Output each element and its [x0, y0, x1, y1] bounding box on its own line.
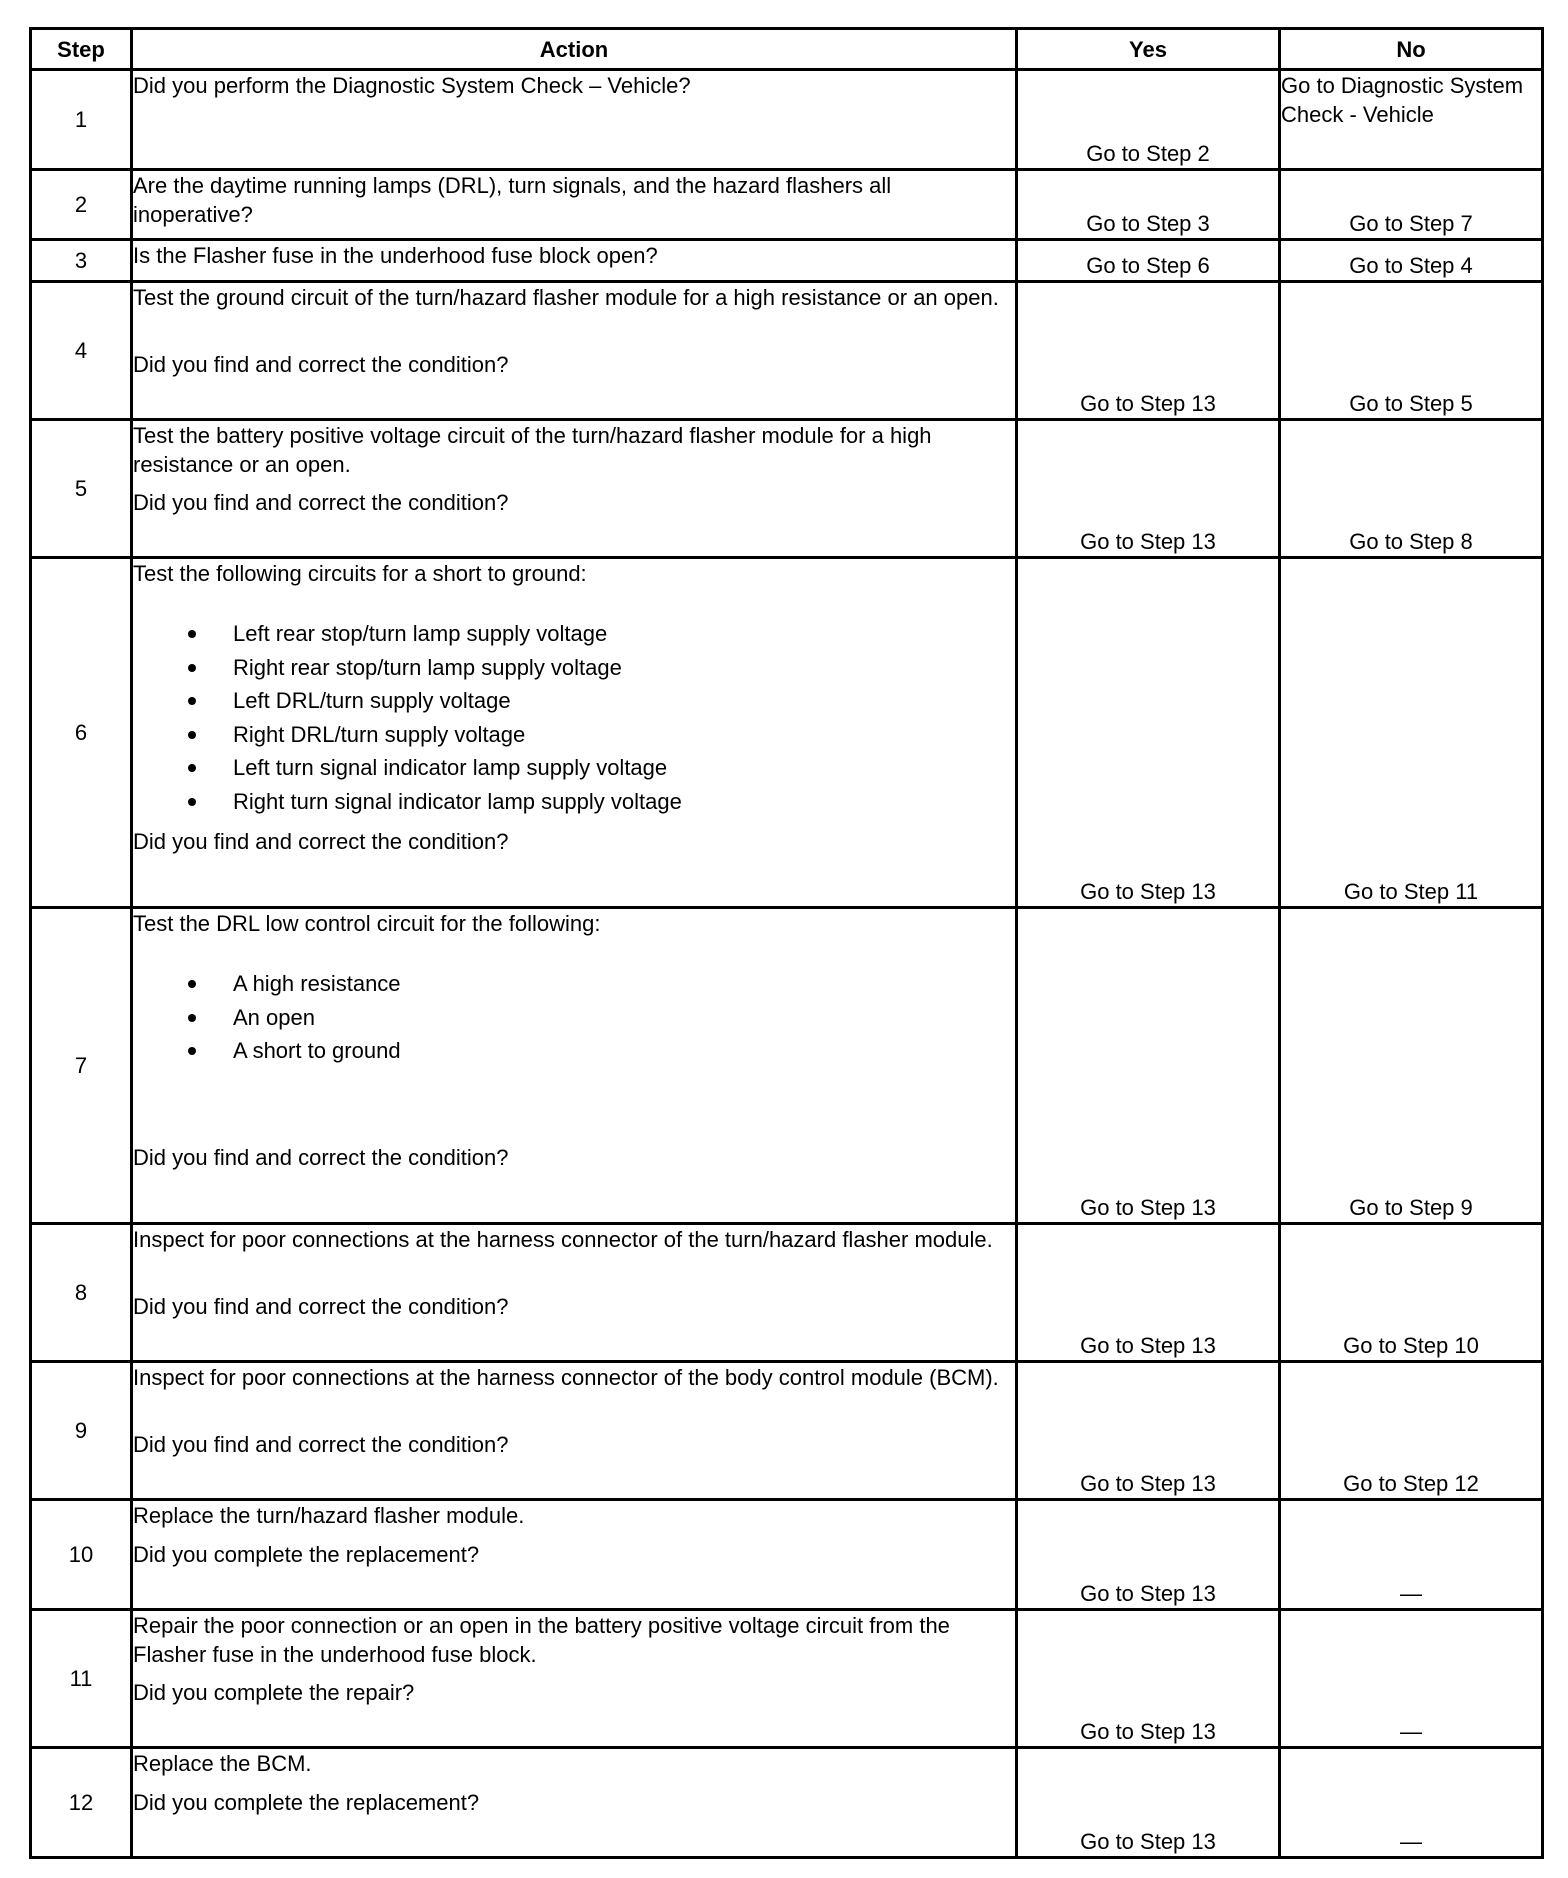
no-cell: — [1280, 1748, 1543, 1858]
action-question: Did you find and correct the condition? [133, 1432, 509, 1457]
table-row [31, 1610, 1543, 1748]
step-number: 10 [31, 1500, 132, 1610]
step-number: 4 [31, 282, 132, 420]
header-yes: Yes [1017, 29, 1280, 70]
table-row [31, 908, 1543, 1224]
action-cell [132, 420, 1017, 558]
step-number: 7 [31, 908, 132, 1224]
yes-cell: Go to Step 13 [1017, 1500, 1280, 1610]
list-item: A high resistance [133, 967, 1015, 1001]
action-cell [132, 908, 1017, 1224]
table-row [31, 1362, 1543, 1500]
header-row [31, 29, 1543, 70]
table-row [31, 240, 1543, 282]
diagnostic-table [29, 27, 1544, 1859]
action-text: Inspect for poor connections at the harness connector of the turn/hazard flasher module. [133, 1227, 993, 1252]
yes-cell: Go to Step 13 [1017, 1610, 1280, 1748]
no-cell: Go to Step 10 [1280, 1224, 1543, 1362]
action-cell [132, 1224, 1017, 1362]
action-cell [132, 1610, 1017, 1748]
step-number: 11 [31, 1610, 132, 1748]
no-cell: Go to Diagnostic System Check - Vehicle [1280, 70, 1543, 170]
step-number: 2 [31, 170, 132, 240]
yes-cell: Go to Step 13 [1017, 1748, 1280, 1858]
yes-cell: Go to Step 3 [1017, 170, 1280, 240]
action-text: Is the Flasher fuse in the underhood fuse block open? [133, 243, 658, 268]
action-question: Did you complete the repair? [133, 1680, 415, 1705]
yes-cell: Go to Step 13 [1017, 558, 1280, 908]
no-cell: Go to Step 12 [1280, 1362, 1543, 1500]
no-cell: — [1280, 1500, 1543, 1610]
action-cell [132, 70, 1017, 170]
bullet-list [133, 617, 1015, 827]
list-item: An open [133, 1001, 1015, 1035]
yes-cell: Go to Step 13 [1017, 908, 1280, 1224]
step-number: 5 [31, 420, 132, 558]
step-number: 12 [31, 1748, 132, 1858]
list-item: Left DRL/turn supply voltage [133, 684, 1015, 718]
bullet-list [133, 967, 1015, 1143]
action-question: Did you find and correct the condition? [133, 1145, 509, 1170]
action-cell [132, 282, 1017, 420]
table-row [31, 282, 1543, 420]
header-action: Action [132, 29, 1017, 70]
action-cell [132, 240, 1017, 282]
table-row [31, 1224, 1543, 1362]
list-item: Left rear stop/turn lamp supply voltage [133, 617, 1015, 651]
no-cell: Go to Step 9 [1280, 908, 1543, 1224]
action-text: Are the daytime running lamps (DRL), turn signals, and the hazard flashers all inoperative? [133, 173, 892, 227]
action-text: Replace the BCM. [133, 1751, 312, 1776]
yes-cell: Go to Step 2 [1017, 70, 1280, 170]
action-question: Did you find and correct the condition? [133, 829, 509, 854]
no-cell: Go to Step 8 [1280, 420, 1543, 558]
action-cell [132, 1748, 1017, 1858]
list-item: Right rear stop/turn lamp supply voltage [133, 651, 1015, 685]
yes-cell: Go to Step 13 [1017, 1362, 1280, 1500]
table-row [31, 1500, 1543, 1610]
action-text: Test the ground circuit of the turn/hazard flasher module for a high resistance or an open. [133, 285, 999, 310]
yes-cell: Go to Step 6 [1017, 240, 1280, 282]
step-number: 3 [31, 240, 132, 282]
action-question: Did you find and correct the condition? [133, 352, 509, 377]
action-question: Did you find and correct the condition? [133, 490, 509, 515]
yes-cell: Go to Step 13 [1017, 282, 1280, 420]
table-row [31, 420, 1543, 558]
header-step: Step [31, 29, 132, 70]
action-question: Did you complete the replacement? [133, 1790, 480, 1815]
action-text: Inspect for poor connections at the harness connector of the body control module (BCM). [133, 1365, 999, 1390]
table-row [31, 558, 1543, 908]
step-number: 8 [31, 1224, 132, 1362]
table-row [31, 1748, 1543, 1858]
list-item: Left turn signal indicator lamp supply voltage [133, 751, 1015, 785]
action-text: Repair the poor connection or an open in the battery positive voltage circuit from the Flasher fuse in the underhood fuse block. [133, 1613, 950, 1667]
action-cell [132, 1362, 1017, 1500]
action-cell [132, 558, 1017, 908]
no-cell: Go to Step 5 [1280, 282, 1543, 420]
header-no: No [1280, 29, 1543, 70]
table-row [31, 70, 1543, 170]
action-question: Did you find and correct the condition? [133, 1294, 509, 1319]
action-question: Did you complete the replacement? [133, 1542, 480, 1567]
action-text: Replace the turn/hazard flasher module. [133, 1503, 525, 1528]
step-number: 6 [31, 558, 132, 908]
action-text: Test the battery positive voltage circuit of the turn/hazard flasher module for a high resistance or an open. [133, 423, 932, 477]
action-cell [132, 170, 1017, 240]
no-cell: Go to Step 11 [1280, 558, 1543, 908]
action-text: Test the DRL low control circuit for the following: [133, 911, 601, 936]
no-cell: — [1280, 1610, 1543, 1748]
list-item: Right turn signal indicator lamp supply voltage [133, 785, 1015, 819]
step-number: 1 [31, 70, 132, 170]
step-number: 9 [31, 1362, 132, 1500]
no-cell: Go to Step 4 [1280, 240, 1543, 282]
list-item: A short to ground [133, 1034, 1015, 1068]
action-cell [132, 1500, 1017, 1610]
action-text: Test the following circuits for a short to ground: [133, 561, 587, 586]
yes-cell: Go to Step 13 [1017, 1224, 1280, 1362]
list-item: Right DRL/turn supply voltage [133, 718, 1015, 752]
yes-cell: Go to Step 13 [1017, 420, 1280, 558]
action-text: Did you perform the Diagnostic System Check – Vehicle? [133, 73, 691, 98]
table-row [31, 170, 1543, 240]
no-cell: Go to Step 7 [1280, 170, 1543, 240]
